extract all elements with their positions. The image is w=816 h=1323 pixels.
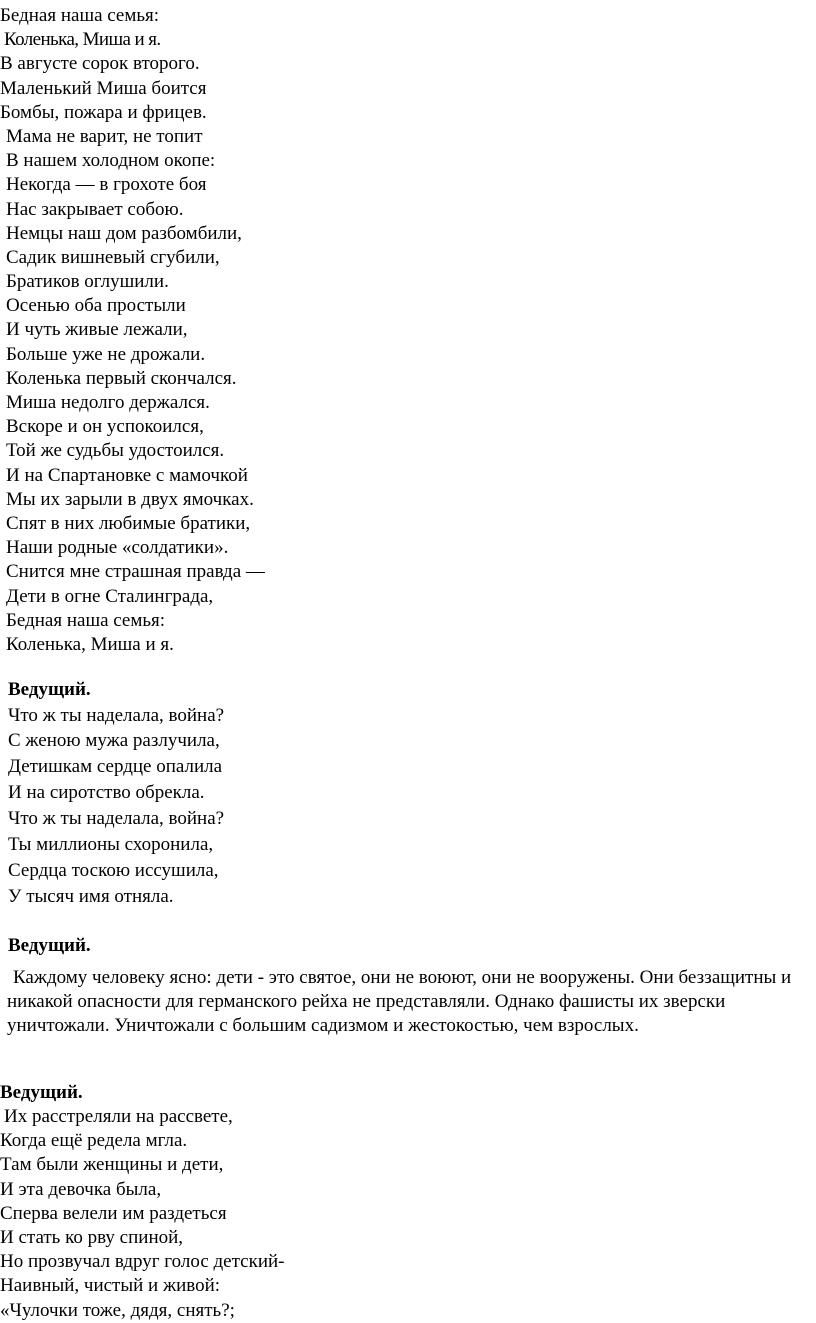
verse-line: У тысяч имя отняла.: [8, 886, 174, 908]
poem-line: В нашем холодном окопе:: [6, 150, 216, 172]
section-host-poem: [0, 1081, 816, 1323]
poem-line: Вскоре и он успокоился,: [6, 416, 204, 438]
poem-line: Осенью оба простыли: [6, 295, 186, 317]
poem-line: Коленька, Миша и я.: [6, 633, 174, 655]
poem-line: Миша недолго держался.: [6, 392, 210, 413]
verse-line: И на сиротство обрекла.: [8, 782, 205, 804]
poem-line: Садик вишневый сгубили,: [6, 246, 220, 268]
verse-line: Сперва велели им раздеться: [0, 1202, 227, 1224]
verse-line: Их расстреляли на рассвете,: [4, 1106, 233, 1127]
verse-line: Ты миллионы схоронила,: [8, 834, 214, 856]
poem-line: Бедная наша семья:: [6, 609, 166, 631]
poem-line: Некогда — в грохоте боя: [6, 174, 207, 196]
verse-line: «Чулочки тоже, дядя, снять?;: [0, 1299, 235, 1321]
verse-line: Там были женщины и дети,: [0, 1154, 224, 1176]
verse-line: И эта девочка была,: [0, 1178, 162, 1200]
speaker-heading: Ведущий.: [0, 1082, 83, 1103]
speaker-heading: Ведущий.: [8, 679, 91, 700]
verse-line: Что ж ты наделала, война?: [8, 808, 225, 830]
poem-line: Дети в огне Сталинграда,: [6, 585, 214, 607]
poem-line: Снится мне страшная правда —: [6, 561, 265, 583]
poem-line: Немцы наш дом разбомбили,: [6, 222, 242, 244]
verse-line: Но прозвучал вдруг голос детский-: [0, 1251, 285, 1273]
poem-line: В августе сорок второго.: [0, 53, 200, 75]
poem-line: И чуть живые лежали,: [6, 319, 188, 341]
poem-line: Коленька, Миша и я.: [4, 29, 161, 51]
poem-line: Мама не варит, не топит: [6, 125, 203, 147]
poem-line: Братиков оглушили.: [6, 271, 169, 293]
poem-block: [0, 4, 816, 657]
poem-line: Наши родные «солдатики».: [6, 537, 229, 559]
verse-line: Что ж ты наделала, война?: [8, 705, 225, 726]
poem-line: Нас закрывает собою.: [6, 198, 184, 220]
poem-line: Спят в них любимые братики,: [6, 512, 251, 534]
section-host-verse: [0, 678, 816, 910]
poem-line: Бомбы, пожара и фрицев.: [0, 101, 207, 123]
poem-line: Той же судьбы удостоился.: [6, 440, 225, 462]
verse-line: Сердца тоскою иссушила,: [8, 860, 219, 882]
poem-line: Бедная наша семья:: [0, 5, 160, 26]
poem-line: Маленький Миша боится: [0, 77, 207, 99]
verse-line: Детишкам сердце опалила: [8, 756, 223, 778]
poem-line: Мы их зарыли в двух ямочках.: [6, 488, 254, 510]
verse-line: Наивный, чистый и живой:: [0, 1275, 221, 1297]
poem-line: И на Спартановке с мамочкой: [6, 464, 248, 486]
section-host-prose: [0, 934, 816, 1036]
verse-line: Когда ещё редела мгла.: [0, 1130, 188, 1152]
speaker-heading: Ведущий.: [8, 935, 91, 956]
prose-paragraph: Каждому человеку ясно: дети - это святое, они не воюют, они не вооружены. Они беззащитны и никакой опасности для германского рейха не представляли. Однако фашисты их зверски уничтожали. Уничтожали с большим садизмом и жестокостью, чем взрослых.: [7, 967, 792, 1036]
poem-line: Коленька первый скончался.: [6, 367, 237, 389]
verse-line: И стать ко рву спиной,: [0, 1226, 184, 1248]
verse-line: С женою мужа разлучила,: [8, 730, 220, 752]
poem-line: Больше уже не дрожали.: [6, 343, 206, 365]
